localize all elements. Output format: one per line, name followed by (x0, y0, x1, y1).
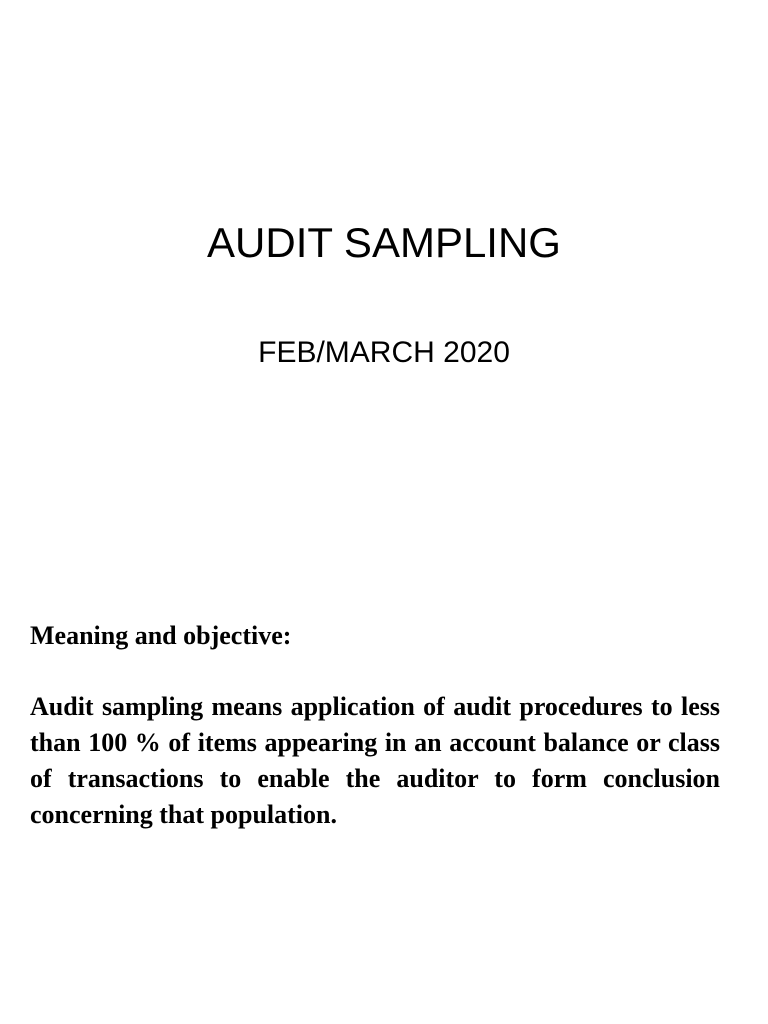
body-paragraph: Audit sampling means application of audit procedures to less than 100 % of items appearing in an account balance or class of transactions to enable the auditor to form conclusion concerning that population. (30, 692, 720, 829)
section-heading: Meaning and objective: (30, 621, 292, 650)
document-subtitle: FEB/MARCH 2020 (258, 336, 510, 369)
document-title: AUDIT SAMPLING (207, 219, 561, 266)
